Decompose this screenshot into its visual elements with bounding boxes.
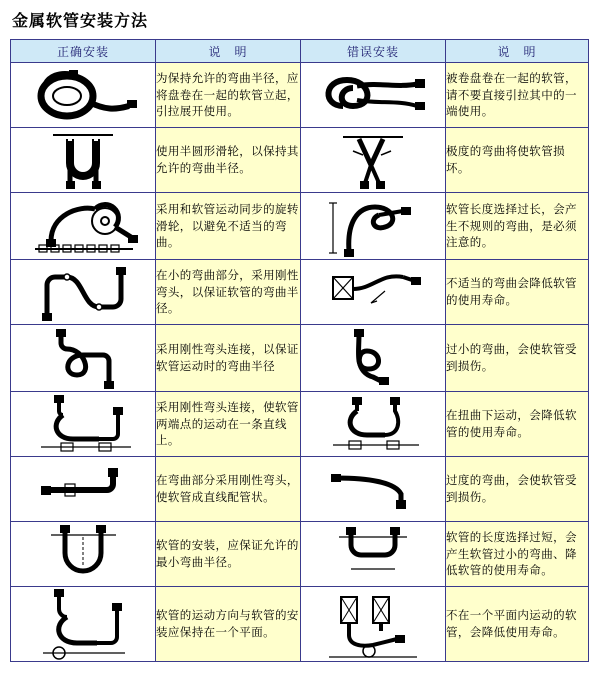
rigid-bend-small-radius-icon (11, 260, 156, 325)
row-description: 在小的弯曲部分，采用刚性弯头，以保证软管的弯曲半径。 (156, 260, 301, 325)
long-hose-loop-icon (301, 193, 446, 260)
rigid-elbow-straight-line-icon (11, 392, 156, 457)
min-bend-radius-u-icon (11, 522, 156, 587)
rotating-pulley-chain-icon (11, 193, 156, 260)
row-description: 采用刚性弯头连接，使软管两端点的运动在一条直线上。 (156, 392, 301, 457)
row-description: 被卷盘卷在一起的软管，请不要直接引拉其中的一端使用。 (446, 63, 589, 128)
torsion-bend-icon (301, 392, 446, 457)
over-length-square-icon (301, 522, 446, 587)
row-description: 在扭曲下运动，会降低软管的使用寿命。 (446, 392, 589, 457)
installation-methods-table (10, 39, 589, 662)
row-description: 软管长度选择过长，会产生不规则的弯曲，是必须注意的。 (446, 193, 589, 260)
table-row (11, 325, 589, 392)
row-description: 软管的长度选择过短，会产生软管过小的弯曲、降低软管的使用寿命。 (446, 522, 589, 587)
page-title: 金属软管安装方法 (12, 11, 149, 30)
header-wrong-desc: 说 明 (446, 40, 589, 63)
table-row (11, 587, 589, 662)
table-row (11, 522, 589, 587)
table-row (11, 63, 589, 128)
table-row (11, 193, 589, 260)
coiled-hose-icon (11, 63, 156, 128)
row-description: 在弯曲部分采用刚性弯头，使软管成直线配管状。 (156, 457, 301, 522)
row-description: 过度的弯曲，会使软管受到损伤。 (446, 457, 589, 522)
straight-pipe-elbow-icon (11, 457, 156, 522)
table-row (11, 457, 589, 522)
row-description: 软管的安装，应保证允许的最小弯曲半径。 (156, 522, 301, 587)
improper-bend-icon (301, 260, 446, 325)
sharp-bend-pulley-icon (301, 128, 446, 193)
row-description: 不适当的弯曲会降低软管的使用寿命。 (446, 260, 589, 325)
row-description: 采用刚性弯头连接，以保证软管运动时的弯曲半径 (156, 325, 301, 392)
header-correct-desc: 说 明 (156, 40, 301, 63)
table-header-row (11, 40, 589, 63)
table-row (11, 128, 589, 193)
over-bend-elbow-icon (301, 457, 446, 522)
row-description: 过小的弯曲，会使软管受到损伤。 (446, 325, 589, 392)
row-description: 软管的运动方向与软管的安装应保持在一个平面。 (156, 587, 301, 662)
table-row (11, 392, 589, 457)
tight-bend-u-icon (301, 325, 446, 392)
header-wrong-install: 错误安装 (301, 40, 446, 63)
row-description: 采用和软管运动同步的旋转滑轮，以避免不适当的弯曲。 (156, 193, 301, 260)
header-correct-install: 正确安装 (11, 40, 156, 63)
semicircle-pulley-icon (11, 128, 156, 193)
row-description: 为保持允许的弯曲半径，应将盘卷在一起的软管立起，引拉展开使用。 (156, 63, 301, 128)
row-description: 不在一个平面内运动的软管，会降低使用寿命。 (446, 587, 589, 662)
row-description: 极度的弯曲将使软管损坏。 (446, 128, 589, 193)
different-plane-motion-icon (301, 587, 446, 662)
rigid-elbow-u-icon (11, 325, 156, 392)
row-description: 使用半圆形滑轮，以保持其允许的弯曲半径。 (156, 128, 301, 193)
same-plane-motion-icon (11, 587, 156, 662)
table-row (11, 260, 589, 325)
coiled-hose-flat-icon (301, 63, 446, 128)
